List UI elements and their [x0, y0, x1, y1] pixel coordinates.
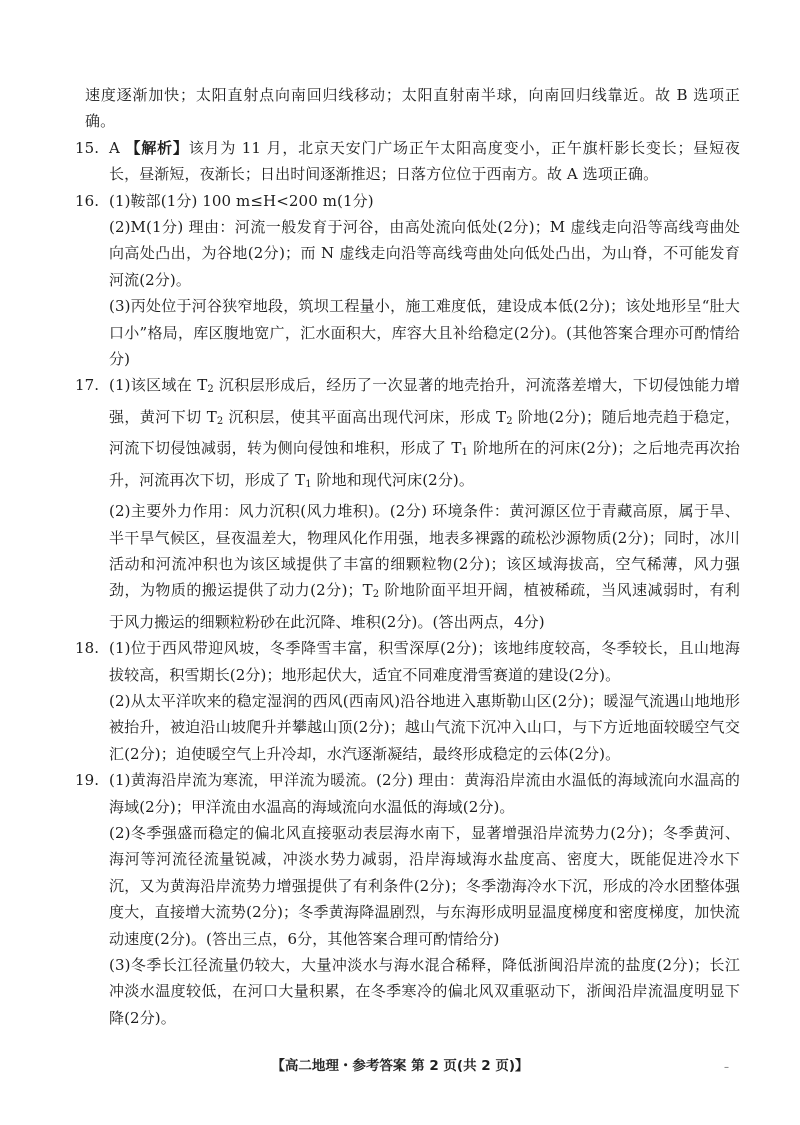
q17-part-1	[109, 372, 740, 498]
text-segment: 阶地所在的河床(2分)；之后地壳再次抬升，河流再次下切，形成了 T	[109, 439, 740, 489]
question-19	[75, 767, 740, 1031]
q16-part-1: (1)鞍部(1分) 100 m≤H<200 m(1分)	[109, 191, 374, 210]
answer-choice: A	[109, 138, 120, 157]
q18-part-1: (1)位于西风带迎风坡，冬季降雪丰富，积雪深厚(2分)；该地纬度较高，冬季较长，且山地海拔较高，积雪期长(2分)；地形起伏大，适宜不同难度滑雪赛道的建设(2分)。	[109, 639, 740, 684]
analysis-tag: 【解析】	[125, 138, 189, 157]
text-segment: 阶地(2分)；随后地壳趋于稳定，河流下切侵蚀减弱，转为侧向侵蚀和堆积，形成了 T	[109, 407, 740, 458]
question-17	[75, 372, 741, 635]
question-number: 18.	[75, 639, 100, 658]
text-segment: 沉积层，使其平面高出现代河床，形成 T	[223, 407, 507, 426]
subscript: 1	[461, 447, 468, 459]
question-18	[75, 635, 740, 767]
intro-continuation: 速度逐渐加快；太阳直射点向南回归线移动；太阳直射南半球，向南回归线靠近。故 B 选项正确。	[85, 86, 740, 131]
page-footer: 【高二地理・参考答案 第 2 页(共 2 页)】	[271, 1058, 529, 1074]
q17-part-2	[109, 498, 740, 635]
subscript: 1	[305, 478, 312, 490]
question-15	[75, 135, 740, 188]
q19-part-2: (2)冬季强盛而稳定的偏北风直接驱动表层海水南下，显著增强沿岸流势力(2分)；冬季黄河、海河等河流径流量锐减，冲淡水势力减弱，沿岸海域海水盐度高、密度大，既能促进冷水下沉，又为黄海沿岸流势力增强提供了有利条件(2分)；冬季渤海冷水下沉，形成的冷水团整体强度大，直接增大流势(2分)；冬季黄海降温剧烈，与东海形成明显温度梯度和密度梯度，加快流动速度(2分)。(答出三点，6分，其他答案合理可酌情给分)	[109, 823, 740, 948]
q16-part-3: (3)丙处位于河谷狭窄地段，筑坝工程量小，施工难度低，建设成本低(2分)；该处地形呈“肚大口小”格局，库区腹地宽广，汇水面积大，库容大且补给稳定(2分)。(其他答案合理亦可酌情给分)	[109, 297, 740, 369]
answer-content	[75, 82, 741, 1031]
q19-part-3: (3)冬季长江径流量仍较大，大量冲淡水与海水混合稀释，降低浙闽沿岸流的盐度(2分)；长江冲淡水温度较低，在河口大量积累，在冬季寒冷的偏北风双重驱动下，浙闽沿岸流温度明显下降(2分)。	[109, 956, 740, 1027]
q16-part-2: (2)M(1分) 理由：河流一般发育于河谷，由高处流向低处(2分)；M 虚线走向沿等高线弯曲处向高处凸出，为谷地(2分)；而 N 虚线走向沿等高线弯曲处向低处凸出，为山脊，不可能发育河流(2分)。	[109, 218, 740, 289]
subscript: 2	[372, 589, 380, 601]
question-number: 17.	[75, 376, 100, 395]
q19-part-1: (1)黄海沿岸流为寒流，甲洋流为暖流。(2分) 理由：黄海沿岸流由水温低的海域流向水温高的海域(2分)；甲洋流由水温高的海域流向水温低的海域(2分)。	[109, 771, 740, 816]
question-number: 15.	[75, 138, 100, 157]
text-segment: 沉积层形成后，经历了一次显著的地壳抬升，河流落差增大，下切侵蚀能力增强，黄河下切 T	[109, 376, 740, 426]
question-number: 16.	[75, 191, 100, 210]
text-segment: 阶地阶面平坦开阔，植被稀疏，当风速减弱时，有利于风力搬运的细颗粒粉砂在此沉降、堆积(2分)。(答出两点，4分)	[109, 581, 741, 631]
subscript: 2	[506, 415, 513, 427]
q18-part-2: (2)从太平洋吹来的稳定湿润的西风(西南风)沿谷地进入惠斯勒山区(2分)；暖湿气流遇山地地形被抬升，被迫沿山坡爬升并攀越山顶(2分)；越山气流下沉冲入山口，与下方近地面较暖空气交汇(2分)；迫使暖空气上升冷却，水汽逐渐凝结，最终形成稳定的云体(2分)。	[109, 691, 740, 763]
text-segment: (2)主要外力作用：风力沉积(风力堆积)。(2分) 环境条件：黄河源区位于青藏高原，属于旱、半干旱气候区，昼夜温差大，物理风化作用强，地表多裸露的疏松沙源物质(2分)；同时，冰川活动和河流冲积也为该区域提供了丰富的细颗粒物(2分)；该区域海拔高，空气稀薄，风力强劲，为物质的搬运提供了动力(2分)；T	[109, 502, 740, 600]
analysis-text: 该月为 11 月，北京天安门广场正午太阳高度变小，正午旗杆影长变长；昼短夜长，昼渐短，夜渐长；日出时间逐渐推迟；日落方位位于西南方。故 A 选项正确。	[109, 138, 740, 184]
question-number: 19.	[75, 771, 100, 790]
text-segment: (1)该区域在 T	[109, 376, 208, 395]
question-16	[75, 188, 740, 373]
text-segment: 阶地和现代河床(2分)。	[311, 470, 474, 489]
subscript: 2	[207, 384, 214, 396]
subscript: 2	[216, 415, 224, 427]
corner-mark: –	[724, 1062, 729, 1073]
